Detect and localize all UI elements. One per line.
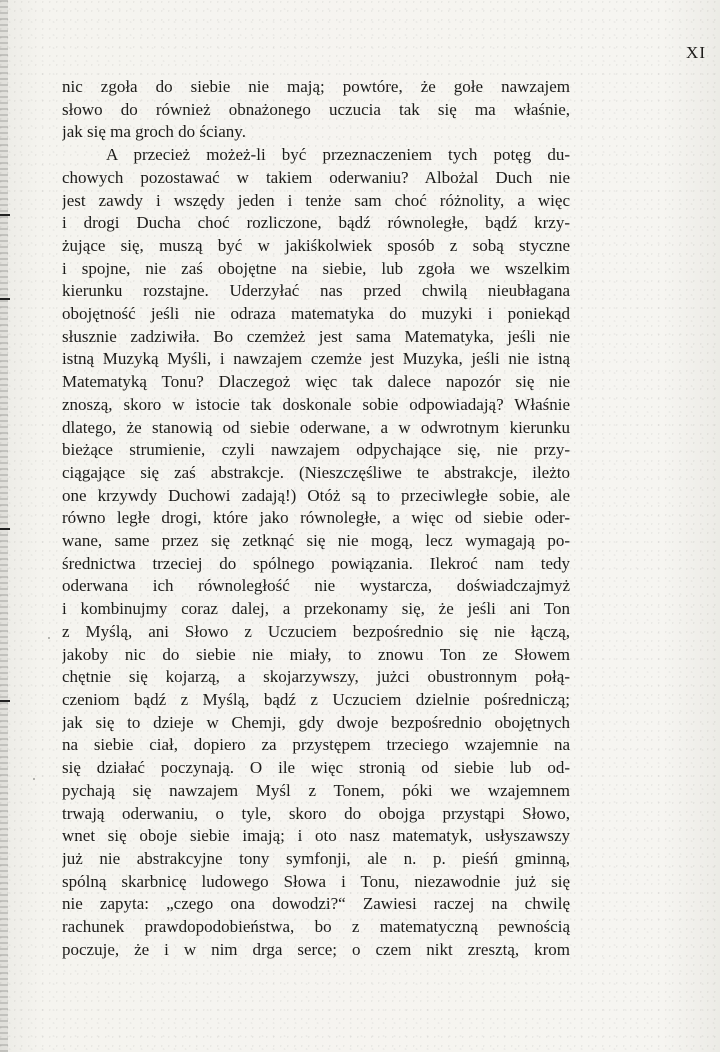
scan-speck [33, 778, 35, 780]
text-line: jak się to dzieje w Chemji, gdy dwoje bezpośrednio obojętnych [62, 712, 570, 732]
text-line: i kombinujmy coraz dalej, a przekonamy się, że jeśli ani Ton [62, 599, 570, 619]
text-line: pychają się nawzajem Myśl z Tonem, póki we wzajemnem [62, 780, 570, 800]
text-line: znoszą, skoro w istocie tak doskonale sobie odpowiadają? Właśnie [62, 394, 570, 414]
text-line: nic zgoła do siebie nie mają; powtóre, że gołe nawzajem [62, 77, 570, 96]
body-text [62, 76, 570, 961]
scan-left-edge [0, 0, 8, 1052]
text-line: i drogi Ducha choć rozliczone, bądź równoległe, bądź krzy- [62, 213, 570, 233]
text-line: na siebie ciał, dopiero za przystępem trzeciego wzajemnie na [62, 735, 570, 755]
text-line: kierunku rozstajne. Uderzyłać nas przed chwilą nieubłagana [62, 281, 570, 301]
text-line: istną Muzyką Myśli, i nawzajem czemże jest Muzyka, jeśli nie istną [62, 349, 570, 369]
binding-mark [0, 298, 10, 300]
text-line: wane, same przez się zetknąć się nie mogą, lecz wymagają po- [62, 531, 570, 551]
text-line: żujące się, muszą być w jakiśkolwiek sposób z sobą styczne [62, 235, 570, 255]
text-line: spólną skarbnicę ludowego Słowa i Tonu, niezawodnie już się [62, 871, 570, 891]
text-line: słusznie zadziwiła. Bo czemżeż jest sama Matematyka, jeśli nie [62, 326, 570, 346]
binding-mark [0, 700, 10, 702]
text-line: oderwana ich równoległość nie wystarcza, doświadczajmyż [62, 576, 570, 596]
text-line: czeniom bądź z Myślą, bądź z Uczuciem dzielnie pośredniczą; [62, 689, 570, 709]
page-number: XI [686, 43, 706, 62]
text-line: wnet się oboje siebie imają; i oto nasz matematyk, usłyszawszy [62, 826, 570, 846]
text-line: obojętność jeśli nie odraza matematyka do muzyki i poniekąd [62, 304, 570, 324]
text-line: chowych pozostawać w takiem oderwaniu? Albożal Duch nie [62, 167, 570, 187]
binding-mark [0, 528, 10, 530]
text-line: rachunek prawdopodobieństwa, bo z matematyczną pewnością [62, 917, 570, 937]
text-line: dlatego, że stanowią od siebie oderwane, a w odwrotnym kierunku [62, 417, 570, 437]
text-line: jakoby nic do siebie nie miały, to znowu Ton ze Słowem [62, 644, 570, 664]
text-line: się działać poczynają. O ile więc stronią od siebie lub od- [62, 758, 570, 778]
text-line: Matematyką Tonu? Dlaczegoż więc tak dalece napozór się nie [62, 372, 570, 392]
text-line: słowo do również obnażonego uczucia tak się ma właśnie, [62, 99, 570, 119]
text-line: poczuje, że i w nim drga serce; o czem nikt zresztą, krom [62, 939, 570, 959]
text-line: jak się ma groch do ściany. [62, 122, 246, 142]
text-line: już nie abstrakcyjne tony symfonji, ale n. p. pieśń gminną, [62, 848, 570, 868]
text-line: A przecież możeż-li być przeznaczeniem tych potęg du- [106, 145, 570, 165]
text-line: trwają oderwaniu, o tyle, skoro do obojga przystąpi Słowo, [62, 803, 570, 823]
text-line: równo ległe drogi, które jako równoległe, a więc od siebie oder- [62, 508, 570, 528]
text-line: z Myślą, ani Słowo z Uczuciem bezpośrednio się nie łączą, [62, 621, 570, 641]
scan-speck [48, 637, 50, 639]
text-line: jest zawdy i wszędy jeden i tenże sam choć różnolity, a więc [62, 190, 570, 210]
text-line: ciągające się zaś abstrakcje. (Nieszczęśliwe te abstrakcje, ileżto [62, 462, 570, 482]
text-line: średnictwa trzeciej do spólnego powiązania. Ilekroć nam tedy [62, 553, 570, 573]
binding-mark [0, 214, 10, 216]
text-line: nie zapyta: „czego ona dowodzi?“ Zawiesi raczej na chwilę [62, 894, 570, 914]
text-line: i spojne, nie zaś obojętne na siebie, lub zgoła we wszelkim [62, 258, 570, 278]
text-line: one krzywdy Duchowi zadają!) Otóż są to przeciwległe sobie, ale [62, 485, 570, 505]
text-line: chętnie się kojarzą, a skojarzywszy, jużci obustronnym połą- [62, 667, 570, 687]
text-line: bieżące strumienie, czyli nawzajem odpychające się, nie przy- [62, 440, 570, 460]
